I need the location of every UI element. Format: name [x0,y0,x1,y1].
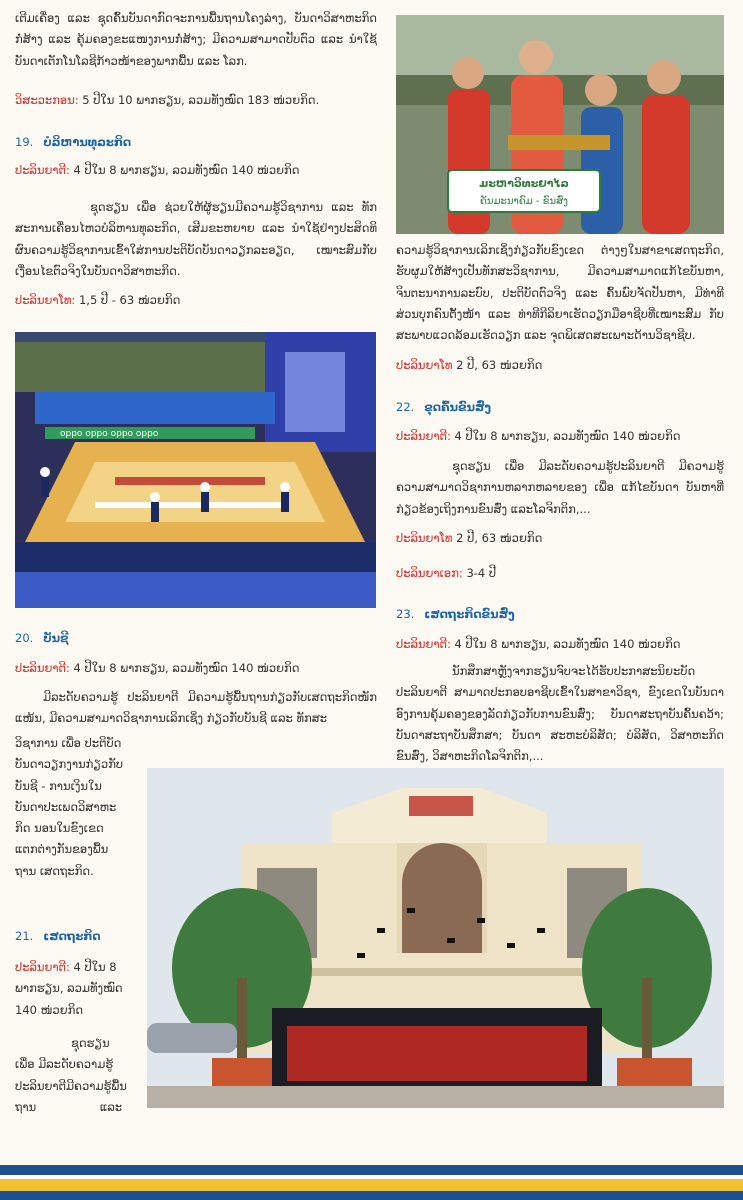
section-19-number: 19. [15,135,34,149]
master-label: ປະລິນຍາໂທ: [15,293,76,307]
master-value: 2 ປີ, 63 ໜ່ວຍກິດ [452,358,543,372]
engineer-value: 5 ປີໃນ 10 ພາກຮຽນ, ລວມທັງໝົດ 183 ໜ່ວຍກິດ. [78,93,320,107]
master-value: 1,5 ປີ - 63 ໜ່ວຍກິດ [75,293,181,307]
section-19-heading [15,132,131,153]
doctor-value: 3-4 ປີ [462,566,497,580]
continued-paragraph: ຄວາມຮູ້ວິຊາການເລິກເຊິ່ງກ່ຽວກັບຂົງເຂດ ຕ່າງໆໃນສາຂາເສດຖະກິດ, ຮັບຜູມໃຫ້ສ້າງເປັນທັກສະວິຊາການ, ມີຄວາມສາມາດແກ້ໄຂບັນຫາ, ຈິນຕະນາການລະບົບ, ປະຕິບັດຕົວຈິງ ແລະ ຄົ້ນພົບຈັດປັນຫາ, ມີທ່າທີສ່ວນບຸກຄົນຕັ້ງໜ້າ ແລະ ທ່າທີກີລິຍາເຮັດວຽກມືອາຊີບທີ່ເໝາະສົມ ກັບ ສະພາບແວດລ້ອມເຮັດວຽກ ແລະ ຈຸດພິເສດສະເພາະດ້ານວິຊາຊີບ. [396,243,724,343]
section-22-title: ຂຸດຄົ້ນຂົນສົ່ງ [424,400,492,414]
bachelor-label: ປະລິນຍາຕີ: [396,637,451,651]
section-20-body: ມີລະດັບຄວາມຮູ້ ປະລິນຍາຕີ ມີຄວາມຮູ້ພື້ນຖານກ່ຽວກັບເສດຖະກິດໜັກແໜ້ນ, ມີຄວາມສາມາດວິຊາການເລິກເຊິ່ງ ກ່ຽວກັບບັນຊີ ແລະ ທັກສະ [15,690,377,726]
section-23-heading [396,604,515,625]
text-line: ເພື່ອ ມີລະດັບຄວາມຮູ້ [15,1057,114,1072]
section-23-number: 23. [396,607,415,621]
section-21-bachelor [15,957,140,1021]
text-line: ແຕກຕ່າງກັນຂອງພື້ນ [15,842,109,857]
robot-banner-text: oppo oppo oppo oppo [60,429,159,439]
master-label: ປະລິນຍາໂທ [396,358,453,372]
text-line: ຖານ ເສດຖະກິດ. [15,863,94,878]
section-19-master [15,290,180,311]
bachelor-value: 4 ປີໃນ 8 ພາກຮຽນ, ລວມທັງໝົດ 140 ໜ່ວຍກິດ [69,163,300,177]
section-22-body: ຊຸດຮຽນ ເພື່ອ ມີລະດັບຄວາມຮູ້ປະລິນຍາຕີ ມີຄວາມຮູ້ ຄວາມສາມາດວິຊາການຫລາກຫລາຍຂອງ ເພື່ອ ແກ້ໄຂບັນດາ ບັນຫາທີ່ກ່ຽວຂ້ອງເຖິງການຂົນສົ່ງ ແລະໂລຈິກຕິກ,... [396,459,724,516]
section-22-master [396,528,542,549]
text-line: ບັນດາວຽກງານກ່ຽວກັບ [15,757,124,772]
section-20-body-narrow [15,733,135,882]
text-line: ຊຸດຮຽນ [71,1036,110,1050]
section-22-number: 22. [396,400,415,414]
section-20-heading [15,628,69,649]
bachelor-label: ປະລິນຍາຕີ: [15,163,70,177]
master-label: ປະລິນຍາໂທ [396,531,453,545]
intro-paragraph: ເຕີມເຄື່ອງ ແລະ ຊຸດຄົ້ນບັນດາກົດຈະການພື້ນຖານໂຄງລ່າງ, ບັນດາວິສາຫະກິດກໍ່ສ້າງ ແລະ ຄຸ້ມຄອງຂະແໜງການກໍ່ສ້າງ; ມີຄວາມສາມາດປັບຕົວ ແລະ ນຳໃຊ້ບັນດາເຕັກໂນໂລຊີກ້າວໜ້າຂອງພາກພື້ນ ແລະ ໂລກ. [15,11,377,68]
section-21-number: 21. [15,929,34,943]
section-22-bachelor [396,426,680,447]
intro-degree-line [15,90,319,111]
section-23-body: ນັກສຶກສາຫຼັງຈາກຮຽນຈົບຈະໄດ້ຮັບປະກາສະນິຍະບັດປະລິນຍາຕີ ສາມາດປະກອບອາຊີບເຂົ້າໃນສາຂາວິຊາ, ຂົງເຂດໃນບັນດາອົງການຄຸ້ມຄອງຂອງລັດກ່ຽວກັບການຂົນສົ່ງ; ບັນດາສະຖາບັນຄົ້ນຄວ້າ; ບັນດາສະຖາບັນສຶກສາ; ບັນດາ ສະຫະບໍລິສັດ; ບໍລິສັດ, ວິສາຫະກິດຂົນສົ່ງ, ວິສາຫະກິດໂລຈິກຕິກ,... [396,664,724,764]
sign-text-line2: ຄັນມະນາຄົມ - ຂົນສົ່ງ [480,196,568,207]
footer-stripe-blue [0,1165,743,1175]
students-photo [396,15,724,234]
section-20-title: ບັນຊີ [43,631,69,645]
section-23-title: ເສດຖະກິດຂົນສົ່ງ [424,607,515,621]
section-21-heading [15,926,101,947]
section-22-doctor [396,563,496,584]
footer-stripe-yellow [0,1179,743,1191]
section-23-bachelor [396,634,680,655]
graduation-photo [147,768,724,1108]
sign-text-line1: ມະຫາວິທະຍາໄລ [479,177,569,190]
bachelor-value: 4 ປີໃນ 8 [69,960,117,974]
text-line: ບັນຊີ - ການເງິນໃນ [15,778,102,793]
bachelor-label: ປະລິນຍາຕີ: [15,661,70,675]
text-line: ວິຊາການ ເພື່ອ ປະຕິບັດ [15,736,122,750]
bachelor-value: 4 ປີໃນ 8 ພາກຮຽນ, ລວມທັງໝົດ 140 ໜ່ວຍກິດ [69,661,300,675]
robot-competition-photo [15,332,376,608]
section-21-title: ເສດຖະກິດ [43,929,101,943]
footer-stripe-blue-bottom [0,1191,743,1200]
bachelor-label: ປະລິນຍາຕີ: [396,429,451,443]
section-19-body: ຊຸດຮຽນ ເພື່ອ ຊ່ວຍໃຫ້ຜູ້ຮຽນມີຄວາມຮູ້ວິຊາການ ແລະ ທັກສະການເຄື່ອນໄຫວບໍລິຫານທຸລະກິດ, ເສີມຂະຫຍາຍ ແລະ ນຳໃຊ້ຢ່າງປະສິດທິຜົນຄວາມຮູ້ວິຊາການເຂົ້າໃສ່ການປະຕິບັດບັນດາວຽກລະອຽດ, ເໝາະສົມກັບເງື່ອນໄຂຕົວຈິງໃນບັນດາວິສາຫະກິດ. [15,200,377,278]
master-value: 2 ປີ, 63 ໜ່ວຍກິດ [452,531,543,545]
bachelor-label: ປະລິນຍາຕີ: [15,960,70,974]
text-line: ພາກຮຽນ, ລວມທັງໝົດ [15,981,123,996]
text-line: ບັນດາປະເພດວິສາຫະ [15,799,117,814]
engineer-label: ວິສະວະກອນ: [15,93,79,107]
text-line: ຖານ ແລະ [15,1099,123,1114]
section-19-bachelor [15,160,299,181]
section-21-body [15,1033,140,1118]
text-line: 140 ໜ່ວຍກິດ [15,1002,84,1017]
continued-master [396,355,542,376]
section-22-heading [396,397,491,418]
section-20-bachelor [15,658,299,679]
bachelor-value: 4 ປີໃນ 8 ພາກຮຽນ, ລວມທັງໝົດ 140 ໜ່ວຍກິດ [450,429,681,443]
section-19-title: ບໍລິຫານທຸລະກິດ [43,135,132,149]
text-line: ກິດ ນອນໃນຂົງເຂດ [15,821,104,836]
text-line: ປະລິນຍາຕີມີຄວາມຮູ້ພື້ນ [15,1078,127,1093]
section-20-number: 20. [15,631,34,645]
doctor-label: ປະລິນຍາເອກ: [396,566,463,580]
bachelor-value: 4 ປີໃນ 8 ພາກຮຽນ, ລວມທັງໝົດ 140 ໜ່ວຍກິດ [450,637,681,651]
